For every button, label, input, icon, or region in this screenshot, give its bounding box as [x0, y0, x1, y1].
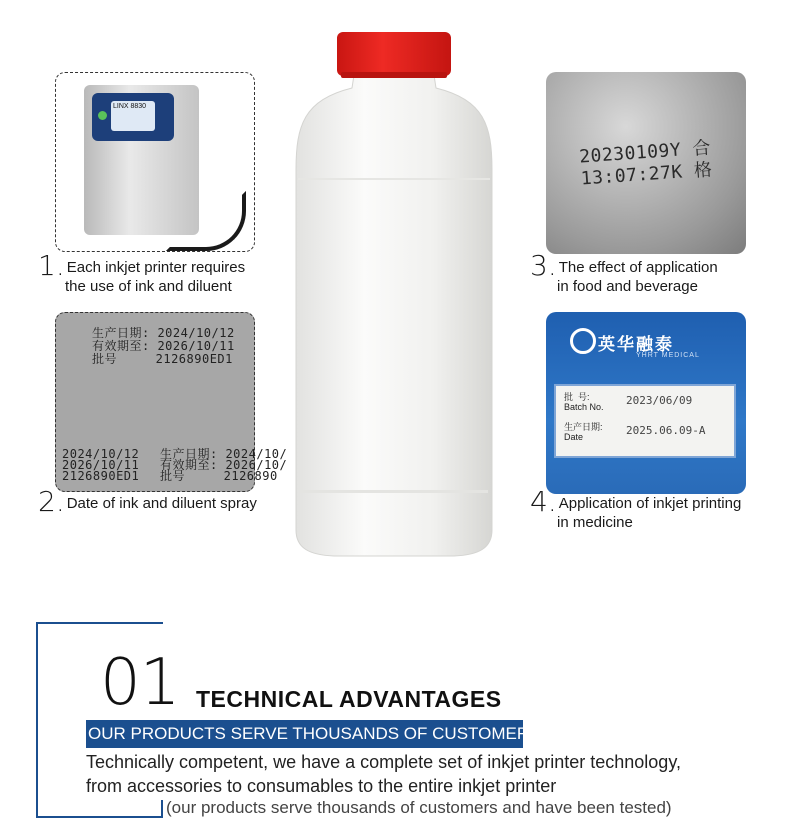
date-key: 生产日期: Date [564, 422, 603, 442]
feature-caption-2 [38, 485, 257, 518]
date-value: 2025.06.09-A [626, 424, 706, 437]
printer-screen: LINX 8830 [111, 101, 155, 131]
brand-subtitle: YHRT MEDICAL [636, 352, 700, 359]
printer-hose [166, 191, 246, 251]
bottle-body [296, 75, 492, 556]
feature-number: 3. [530, 249, 557, 282]
feature-line2: in food and beverage [557, 278, 698, 295]
section-banner: OUR PRODUCTS SERVE THOUSANDS OF CUSTOMERS [86, 720, 523, 748]
print-code-bottom-left: 2024/10/12 2026/10/11 2126890ED1 [62, 447, 140, 483]
section-desc-line1: Technically competent, we have a complete set of inkjet printer technology, [86, 752, 681, 772]
bottle-cap-ring [341, 72, 447, 78]
brand-logo-icon [570, 328, 596, 354]
feature-line1: The effect of application [558, 259, 718, 276]
feature-line1: Each inkjet printer requires [66, 259, 246, 276]
section-desc-line2: from accessories to consumables to the entire inkjet printer [86, 776, 557, 796]
feature-caption-4 [530, 485, 742, 532]
feature-line2: the use of ink and diluent [65, 278, 232, 295]
printer-image [55, 72, 255, 252]
print-code-top: 生产日期: 2024/10/12 有效期至: 2026/10/11 批号 2126890ED1 [92, 326, 235, 366]
frame-bottom [36, 816, 163, 818]
section-desc-line3: (our products serve thousands of customers and have been tested) [166, 798, 672, 817]
section-title: TECHNICAL ADVANTAGES [196, 686, 502, 712]
power-button-icon [98, 111, 107, 120]
feature-caption-3 [530, 249, 718, 296]
print-code-bottom-right: 生产日期: 2024/10/ 有效期至: 2026/10/ 批号 2126890 [160, 447, 288, 483]
feature-line1: Application of inkjet printing [558, 495, 742, 512]
ink-bottle-image [294, 30, 494, 560]
batch-key: 批 号: Batch No. [564, 392, 604, 412]
feature-line2: in medicine [557, 514, 633, 531]
food-print-image [546, 72, 746, 254]
batch-value: 2023/06/09 [626, 394, 693, 407]
feature-number: 4. [530, 485, 557, 518]
medicine-print-image [546, 312, 746, 494]
frame-tick [161, 800, 163, 818]
frame-left [36, 622, 38, 818]
bottle-base-line [300, 490, 488, 493]
bottle-cap [337, 32, 451, 76]
bottle-shoulder-line [298, 178, 490, 180]
section-number: 01 [100, 646, 180, 720]
feature-number: 1. [38, 249, 65, 282]
date-print-image [55, 312, 288, 492]
feature-number: 2. [38, 485, 65, 518]
print-code-food: 20230109Y 合 13:07:27K 格 [578, 137, 714, 190]
frame-top [36, 622, 163, 624]
brand-name: 英华融泰 [598, 335, 674, 354]
feature-line1: Date of ink and diluent spray [66, 495, 257, 512]
feature-caption-1 [38, 249, 246, 296]
medicine-label [554, 384, 736, 458]
